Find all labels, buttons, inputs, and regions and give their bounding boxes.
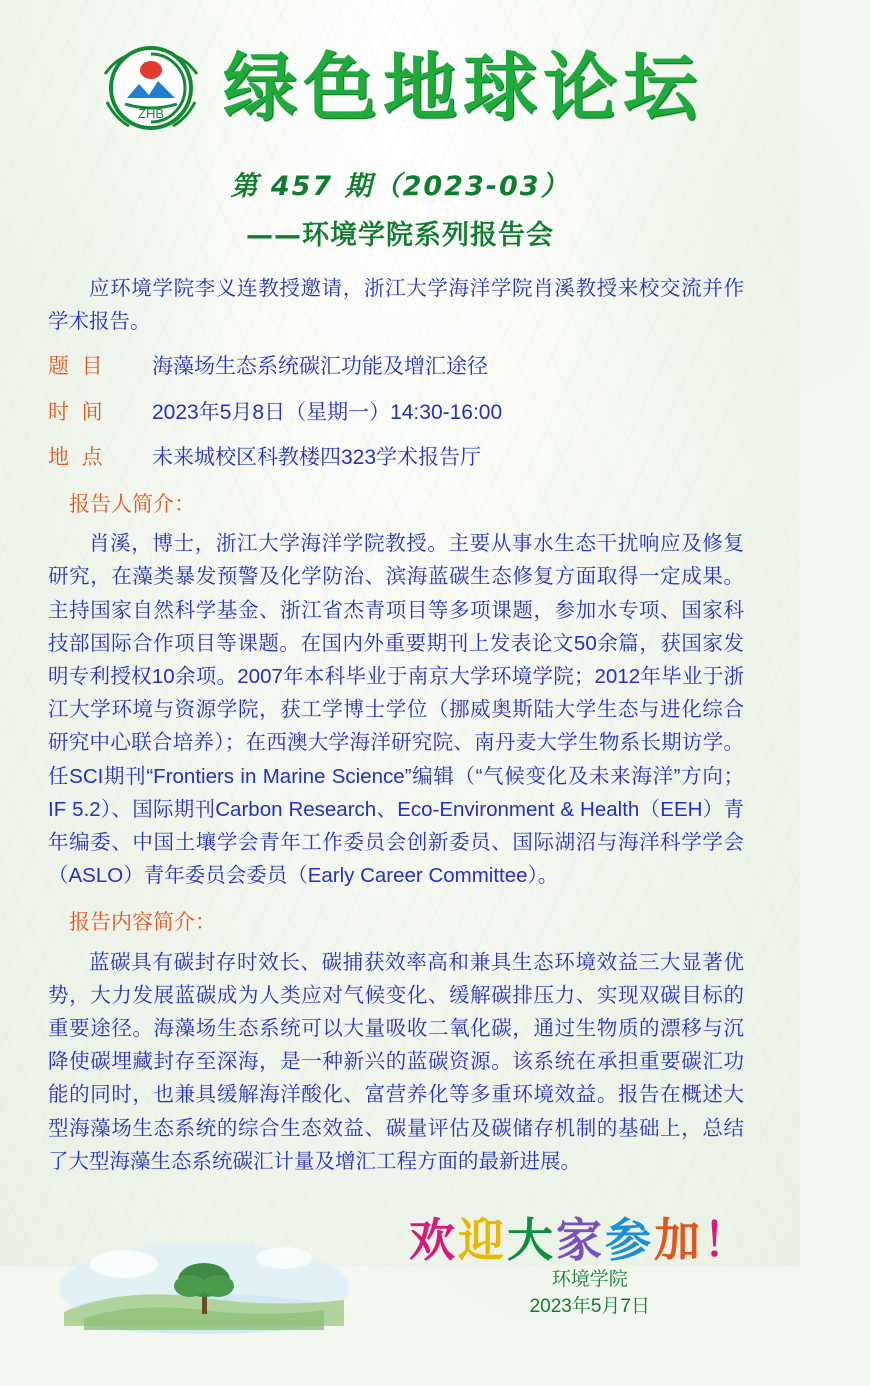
welcome-banner [409, 1204, 752, 1270]
welcome-char-5: 参 [605, 1212, 654, 1267]
welcome-char-3: 大 [507, 1212, 556, 1267]
poster-content [48, 272, 744, 1178]
landscape-illustration [54, 1228, 354, 1338]
abstract-heading: 报告内容简介： [69, 911, 216, 935]
logo-text: ZHB [138, 106, 164, 121]
welcome-char-2: 迎 [458, 1212, 507, 1267]
signature-org: 环境学院 [551, 1268, 628, 1290]
signature-block [530, 1266, 650, 1321]
issue-line: 第 457 期（2023-03） [230, 171, 570, 202]
poster-header [0, 0, 800, 142]
field-topic-value: 海藻场生态系统碳汇功能及增汇途径 [152, 355, 488, 379]
field-topic [48, 350, 744, 383]
field-time-label: 时间 [48, 400, 116, 424]
welcome-char-6: 加 [654, 1212, 703, 1267]
intro-paragraph: 应环境学院李义连教授邀请，浙江大学海洋学院肖溪教授来校交流并作学术报告。 [48, 277, 744, 334]
welcome-char-7: ！ [703, 1212, 752, 1267]
speaker-bio-text: 肖溪，博士，浙江大学海洋学院教授。主要从事水生态干扰响应及修复研究，在藻类暴发预警及化学防治、滨海蓝碳生态修复方面取得一定成果。主持国家自然科学基金、浙江省杰青项目等多项课题，参加水专项、国家科技部国际合作项目等课题。在国内外重要期刊上发表论文50余篇，获国家发明专利授权10余项。2007年本科毕业于南京大学环境学院；2012年毕业于浙江大学环境与资源学院，获工学博士学位（挪威奥斯陆大学生态与进化综合研究中心联合培养）；在西澳大学海洋研究院、南丹麦大学生物系长期访学。任SCI期刊“Frontiers in Marine Science”编辑（“气候变化及未来海洋”方向；IF 5.2）、国际期刊Carbon Research、Eco-Environment & Health（EEH）青年编委、中国土壤学会青年工作委员会创新委员、国际湖沼与海洋科学学会（ASLO）青年委员会委员（Early Career Committee）。 [48, 532, 744, 888]
field-topic-label: 题目 [48, 355, 116, 379]
welcome-char-1: 欢 [409, 1212, 458, 1267]
field-time [48, 396, 744, 429]
series-line: ——环境学院系列报告会 [246, 220, 554, 251]
signature-date: 2023年5月7日 [529, 1296, 650, 1318]
page-title: 绿色地球论坛 [223, 45, 703, 131]
field-time-value: 2023年5月8日（星期一）14:30-16:00 [152, 400, 503, 424]
welcome-char-4: 家 [556, 1212, 605, 1267]
abstract-text: 蓝碳具有碳封存时效长、碳捕获效率高和兼具生态环境效益三大显著优势，大力发展蓝碳成为人类应对气候变化、缓解碳排压力、实现双碳目标的重要途径。海藻场生态系统可以大量吸收二氧化碳，通过生物质的漂移与沉降使碳埋藏封存至深海，是一种新兴的蓝碳资源。该系统在承担重要碳汇功能的同时，也兼具缓解海洋酸化、富营养化等多重环境效益。报告在概述大型海藻场生态系统的综合生态效益、碳量评估及碳储存机制的基础上，总结了大型海藻生态系统碳汇计量及增汇工程方面的最新进展。 [48, 950, 744, 1173]
field-location [48, 441, 744, 474]
field-location-value: 未来城校区科教楼四323学术报告厅 [152, 445, 482, 469]
speaker-bio-heading: 报告人简介： [69, 492, 195, 516]
organization-logo [97, 34, 205, 142]
field-location-label: 地点 [48, 445, 116, 469]
poster-footer [0, 1194, 800, 1344]
